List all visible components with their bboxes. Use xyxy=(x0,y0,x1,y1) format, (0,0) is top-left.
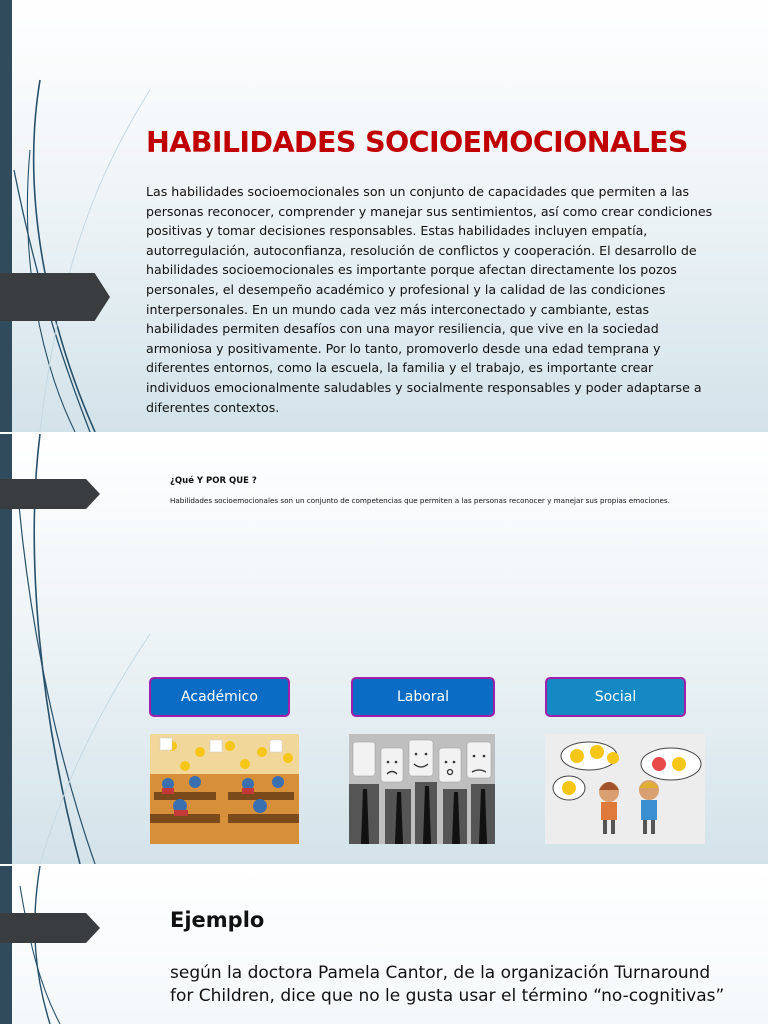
academico-button[interactable]: Académico xyxy=(149,677,290,717)
arrow-tab xyxy=(0,273,110,321)
social-button[interactable]: Social xyxy=(545,677,686,717)
classroom-emoji-cards-image xyxy=(150,734,299,844)
intro-paragraph: Las habilidades socioemocionales son un conjunto de capacidades que permiten a las personas reconocer, comprender y manejar sus sentimientos, así como crear condiciones positivas y tomar decisiones responsables. Estas habilidades incluyen empatía, autorregulación, autoconfianza, resolución de conflictos y cooperación. El desarrollo de habilidades socioemocionales es importante porque afectan directamente los pozos personales, el desempeño académico y profesional y la calidad de las condiciones interpersonales. En un mundo cada vez más interconectado y cambiante, estas habilidades permiten desafíos con una mayor resiliencia, que vive en la sociedad armoniosa y positivamente. Por lo tanto, promoverlo desde una edad temprana y diferentes entornos, como la escuela, la familia y el trabajo, es importante crear individuos emocionalmente saludables y socialmente responsables y poder adaptarse a diferentes contextos. xyxy=(146,184,713,415)
emotion-masks-image xyxy=(349,734,495,844)
page-title: HABILIDADES SOCIOEMOCIONALES xyxy=(146,126,688,159)
example-heading: Ejemplo xyxy=(170,908,265,932)
section-heading: ¿Qué Y POR QUE ? xyxy=(170,476,257,486)
arrow-tab xyxy=(0,913,100,943)
section-paragraph: Habilidades socioemocionales son un conjunto de competencias que permiten a las personas reconocer y manejar sus propias emociones. xyxy=(170,496,670,505)
slide-que-y-por-que xyxy=(0,434,768,864)
slide-ejemplo xyxy=(0,866,768,1024)
example-paragraph: según la doctora Pamela Cantor, de la organización Turnaround for Children, dice que no le gusta usar el término “no-cognitivas” xyxy=(170,963,725,1006)
laboral-button[interactable]: Laboral xyxy=(351,677,495,717)
slide-intro xyxy=(0,0,768,432)
arrow-tab xyxy=(0,479,100,509)
children-emoji-bubbles-image xyxy=(545,734,705,844)
